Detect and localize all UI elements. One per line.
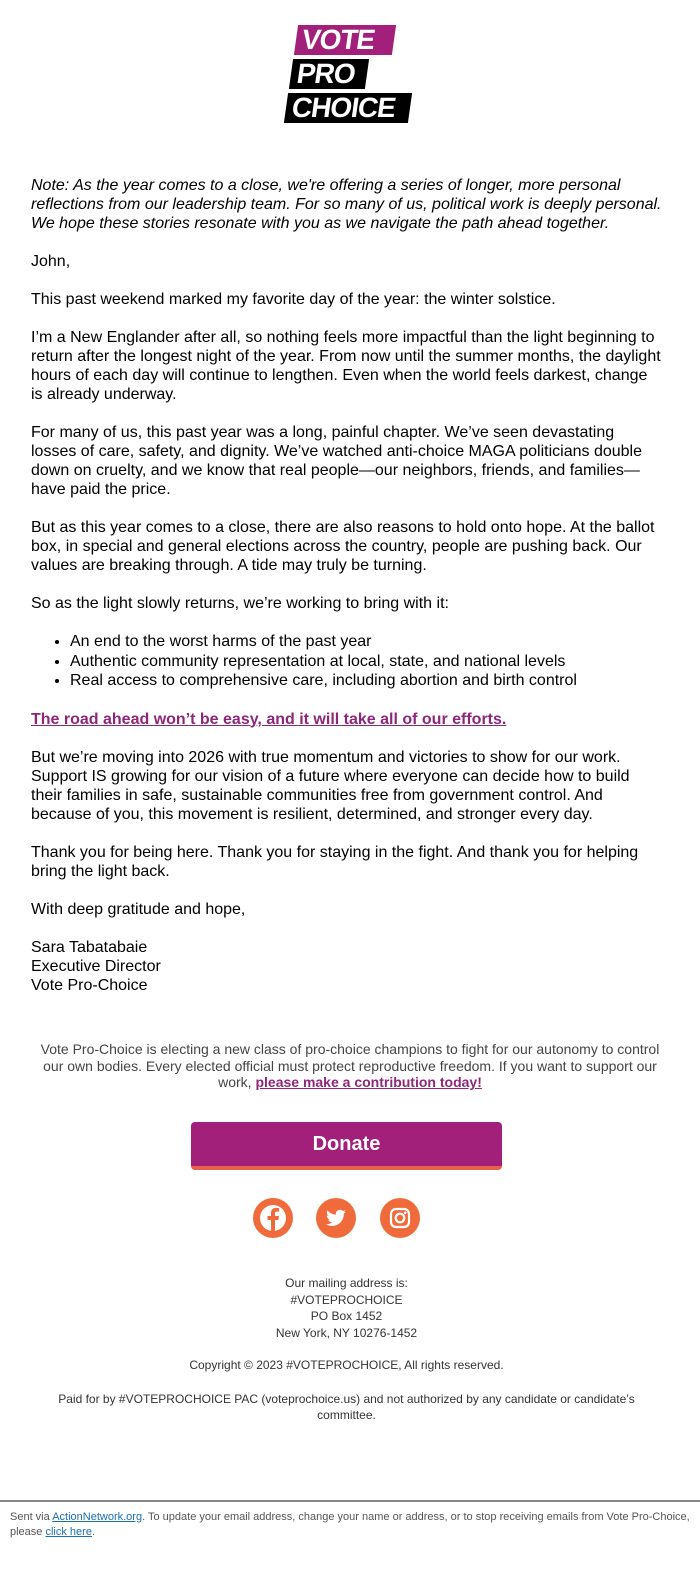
signature-org: Vote Pro-Choice <box>31 976 148 994</box>
paid-for-disclaimer: Paid for by #VOTEPROCHOICE PAC (voteprochoice.us) and not authorized by any candidate or candidate’s committee. <box>58 1392 635 1422</box>
contribution-link[interactable]: please make a contribution today! <box>255 1074 482 1090</box>
address-line-2: New York, NY 10276-1452 <box>275 1325 418 1340</box>
logo-line-vote: VOTE <box>294 25 396 55</box>
road-ahead-link[interactable]: The road ahead won’t be easy, and it will take all of our efforts. <box>31 710 507 728</box>
body-paragraph: For many of us, this past year was a long, painful chapter. We’ve seen devastating losses of care, safety, and dignity. We’ve watched anti-choice MAGA politicians double down on cruelty, and we know that real people—our neighbors, friends, and families—have paid the price. <box>31 424 642 498</box>
mission-statement <box>38 1041 662 1091</box>
instagram-icon[interactable] <box>380 1198 420 1238</box>
body-paragraph: So as the light slowly returns, we’re working to bring with it: <box>31 595 449 612</box>
address-org: #VOTEPROCHOICE <box>290 1292 403 1307</box>
body-paragraph: This past weekend marked my favorite day of the year: the winter solstice. <box>31 291 556 308</box>
signature-title: Executive Director <box>31 957 161 975</box>
list-item: • An end to the worst harms of the past year <box>70 632 663 652</box>
body-paragraph: I’m a New Englander after all, so nothing feels more impactful than the light beginning to return after the longest night of the year. From now until the summer months, the daylight hours of each day will continue to lengthen. Even when the world feels darkest, change is already underway. <box>31 329 661 403</box>
address-label: Our mailing address is: <box>285 1276 408 1290</box>
email-body <box>31 176 663 995</box>
body-paragraph: But we’re moving into 2026 with true momentum and victories to show for our work. Support IS growing for our vision of a future where everyone can decide how to build their families in safe, sustainable communities free from government control. And because of you, this movement is resilient, determined, and stronger every day. <box>31 748 630 823</box>
donate-button[interactable]: Donate <box>191 1122 502 1170</box>
address-line-1: PO Box 1452 <box>310 1309 383 1323</box>
sent-via-text: Sent via <box>10 1511 53 1523</box>
facebook-icon[interactable] <box>253 1198 293 1238</box>
copyright-notice: Copyright © 2023 #VOTEPROCHOICE, All rights reserved. <box>189 1358 504 1372</box>
end-punctuation: . <box>91 1525 96 1538</box>
unsubscribe-bar <box>10 1510 690 1539</box>
twitter-icon[interactable] <box>316 1198 356 1238</box>
logo-line-pro: PRO <box>289 59 369 89</box>
list-item: • Real access to comprehensive care, including abortion and birth control <box>70 671 663 691</box>
closing-line: With deep gratitude and hope, <box>31 900 246 918</box>
click-here-link[interactable]: click here <box>45 1525 92 1538</box>
mailing-address <box>0 1275 693 1341</box>
signature-name: Sara Tabatabaie <box>31 938 148 956</box>
logo-line-choice: CHOICE <box>284 93 412 123</box>
vote-pro-choice-logo <box>286 25 416 129</box>
body-paragraph: Thank you for being here. Thank you for staying in the fight. And thank you for helping bring the light back. <box>31 843 639 880</box>
goals-list <box>31 632 663 691</box>
list-item: • Authentic community representation at local, state, and national levels <box>70 652 663 672</box>
footer-divider <box>0 1500 700 1502</box>
greeting: John, <box>31 253 71 270</box>
update-preferences-text: . To update your email address, change your name or address, or to stop receiving emails from Vote Pro-Choice, please <box>10 1511 690 1538</box>
mission-text: Vote Pro-Choice is electing a new class of pro-choice champions to fight for our autonomy to control our own bodies. Every elected official must protect reproductive freedom. If you want to support our work, <box>40 1041 660 1090</box>
intro-note: Note: As the year comes to a close, we're offering a series of longer, more personal reflections from our leadership team. For so many of us, political work is deeply personal. We hope these stories resonate with you as we navigate the path ahead together. <box>31 177 662 232</box>
body-paragraph: But as this year comes to a close, there are also reasons to hold onto hope. At the ballot box, in special and general elections across the country, people are pushing back. Our values are breaking through. A tide may truly be turning. <box>31 519 655 574</box>
actionnetwork-link[interactable]: ActionNetwork.org <box>52 1511 143 1523</box>
